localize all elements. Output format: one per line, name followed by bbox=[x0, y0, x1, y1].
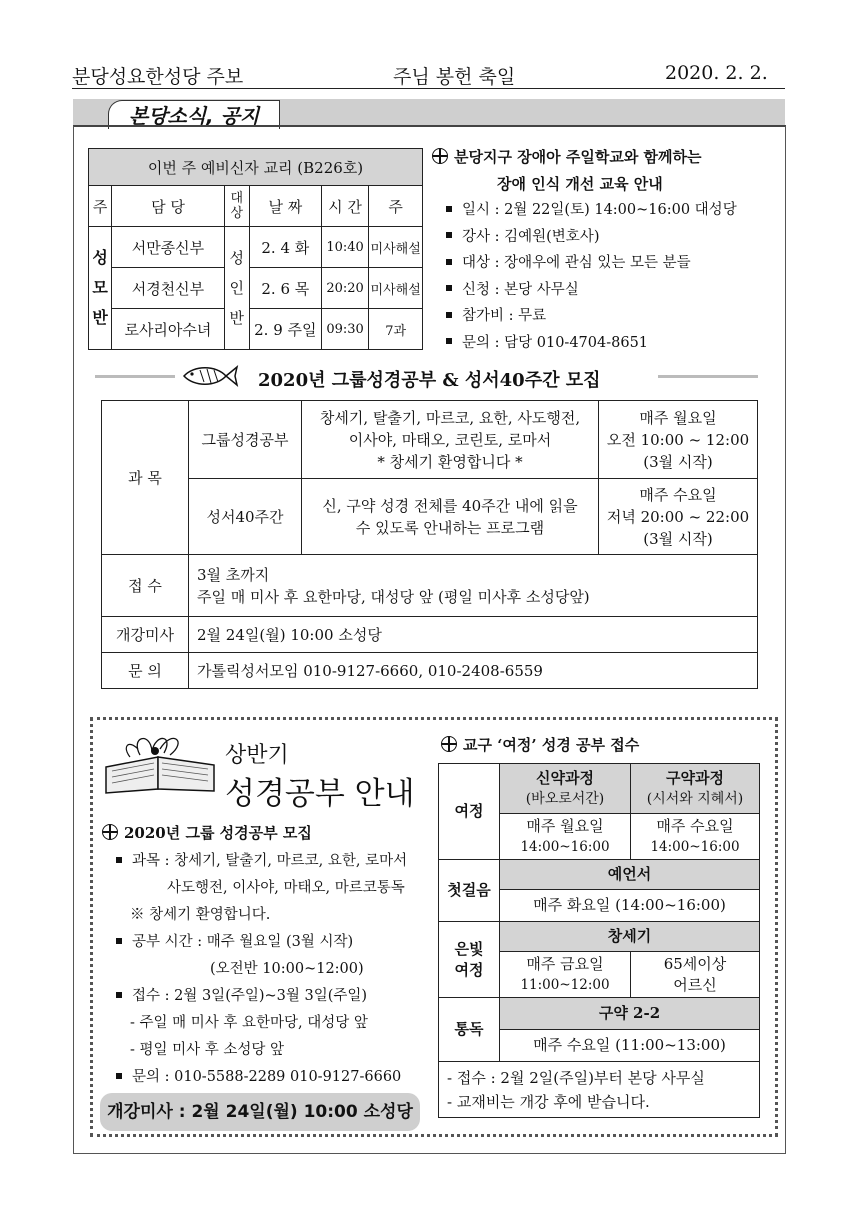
list-item: 강사 : 김예원(변호사) bbox=[446, 224, 737, 251]
first-step-time: 매주 화요일 (14:00~16:00) bbox=[500, 890, 760, 922]
bulletin-name: 분당성요한성당 주보 bbox=[72, 66, 244, 88]
time-2: 20:20 bbox=[321, 268, 369, 309]
course-desc-2: 신, 구약 성경 전체를 40주간 내에 읽을 수 있도록 안내하는 프로그램 bbox=[302, 479, 599, 555]
schedule-title: 이번 주 예비신자 교리 (B226호) bbox=[89, 149, 423, 186]
bible-study-heading: 2020년 그룹성경공부 & 성서40주간 모집 bbox=[258, 370, 601, 391]
square-bullet-icon bbox=[446, 259, 452, 265]
col-week: 주 bbox=[89, 186, 112, 227]
ot-course: 구약과정 (시서와 지혜서) bbox=[631, 764, 760, 814]
header-rule bbox=[72, 88, 785, 89]
course-time-1: 매주 월요일 오전 10:00 ~ 12:00 (3월 시작) bbox=[599, 401, 758, 479]
disability-notice-title-1: 분당지구 장애아 주일학교와 함께하는 bbox=[432, 146, 702, 167]
open-bible-icon bbox=[100, 727, 220, 795]
diocese-notes: - 접수 : 2월 2일(주일)부터 본당 사무실 - 교재비는 개강 후에 받습니다. bbox=[439, 1062, 760, 1118]
disability-notice-title-2: 장애 인식 개선 교육 안내 bbox=[497, 175, 663, 193]
group-study-details bbox=[116, 848, 407, 1091]
square-bullet-icon bbox=[446, 206, 452, 212]
first-half-subtitle: 상반기 bbox=[225, 743, 289, 768]
square-bullet-icon bbox=[446, 285, 452, 291]
lead-1: 서만종신부 bbox=[112, 227, 224, 268]
col-lead: 담 당 bbox=[112, 186, 224, 227]
nt-course: 신약과정 (바오로서간) bbox=[500, 764, 631, 814]
square-bullet-icon bbox=[446, 312, 452, 318]
list-item: 접수 : 2월 3일(주일)~3월 3일(주일) bbox=[116, 983, 407, 1010]
cross-circle-icon bbox=[102, 824, 118, 840]
target-label: 성인반 bbox=[224, 227, 249, 350]
lead-3: 로사리아수녀 bbox=[112, 309, 224, 350]
inquiry-label: 문 의 bbox=[102, 653, 189, 689]
lead-2: 서경천신부 bbox=[112, 268, 224, 309]
list-item: - 평일 미사 후 소성당 앞 bbox=[130, 1042, 285, 1058]
square-bullet-icon bbox=[446, 232, 452, 238]
list-item: 문의 : 010-5588-2289 010-9127-6660 bbox=[116, 1064, 407, 1091]
bulletin-date: 2020. 2. 2. bbox=[665, 62, 768, 84]
yeojeong-label: 여정 bbox=[439, 764, 500, 860]
heading-rule-right bbox=[658, 375, 758, 378]
list-item: 사도행전, 이사야, 마태오, 마르코통독 bbox=[167, 880, 405, 896]
first-step-book: 예언서 bbox=[500, 860, 760, 890]
date-3: 2. 9 주일 bbox=[249, 309, 321, 350]
opening-mass-label: 개강미사 bbox=[102, 617, 189, 653]
tongdok-label: 통독 bbox=[439, 998, 500, 1062]
bible-study-table bbox=[101, 400, 758, 689]
date-2: 2. 6 목 bbox=[249, 268, 321, 309]
tongdok-book: 구약 2-2 bbox=[500, 998, 760, 1030]
square-bullet-icon bbox=[446, 338, 452, 344]
catechumen-schedule-table bbox=[88, 148, 423, 350]
feast-name: 주님 봉헌 축일 bbox=[393, 66, 516, 88]
topic-3: 7과 bbox=[369, 309, 423, 350]
subject-label: 과 목 bbox=[102, 401, 189, 555]
first-half-title: 성경공부 안내 bbox=[225, 776, 415, 812]
col-date: 날 짜 bbox=[249, 186, 321, 227]
group-study-heading: 2020년 그룹 성경공부 모집 bbox=[102, 822, 312, 843]
course-name-2: 성서40주간 bbox=[189, 479, 302, 555]
square-bullet-icon bbox=[116, 1073, 122, 1079]
cross-circle-icon bbox=[432, 148, 448, 164]
opening-mass-value: 2월 24일(월) 10:00 소성당 bbox=[189, 617, 758, 653]
nt-schedule: 매주 월요일 14:00~16:00 bbox=[500, 814, 631, 860]
cross-circle-icon bbox=[441, 736, 457, 752]
group-label: 성모반 bbox=[89, 227, 112, 350]
list-item: ※ 창세기 환영합니다. bbox=[130, 907, 271, 923]
list-item: (오전반 10:00~12:00) bbox=[210, 961, 364, 977]
silver-schedule: 매주 금요일 11:00~12:00 bbox=[500, 952, 631, 998]
silver-target: 65세이상 어르신 bbox=[631, 952, 760, 998]
col-topic: 주 bbox=[369, 186, 423, 227]
list-item: 일시 : 2월 22일(토) 14:00~16:00 대성당 bbox=[446, 197, 737, 224]
list-item: 신청 : 본당 사무실 bbox=[446, 277, 737, 304]
list-item: 공부 시간 : 매주 월요일 (3월 시작) bbox=[116, 929, 407, 956]
silver-book: 창세기 bbox=[500, 922, 760, 952]
col-target: 대상 bbox=[224, 186, 249, 227]
date-1: 2. 4 화 bbox=[249, 227, 321, 268]
course-desc-1: 창세기, 탈출기, 마르코, 요한, 사도행전, 이사야, 마태오, 코린토, 로마서 * 창세기 환영합니다 * bbox=[302, 401, 599, 479]
reception-label: 접 수 bbox=[102, 555, 189, 617]
course-name-1: 그룹성경공부 bbox=[189, 401, 302, 479]
topic-1: 미사해설 bbox=[369, 227, 423, 268]
tongdok-time: 매주 수요일 (11:00~13:00) bbox=[500, 1030, 760, 1062]
list-item: 대상 : 장애우에 관심 있는 모든 분들 bbox=[446, 250, 737, 277]
list-item: 문의 : 담당 010-4704-8651 bbox=[446, 330, 737, 357]
heading-rule-left bbox=[95, 375, 175, 378]
silver-label: 은빛 여정 bbox=[439, 922, 500, 998]
section-title: 본당소식, 공지 bbox=[108, 100, 280, 129]
square-bullet-icon bbox=[116, 992, 122, 998]
reception-value: 3월 초까지 주일 매 미사 후 요한마당, 대성당 앞 (평일 미사후 소성당앞) bbox=[189, 555, 758, 617]
list-item: 참가비 : 무료 bbox=[446, 303, 737, 330]
opening-mass-pill: 개강미사 : 2월 24일(월) 10:00 소성당 bbox=[100, 1093, 420, 1131]
fish-icon bbox=[180, 363, 240, 389]
square-bullet-icon bbox=[116, 857, 122, 863]
diocese-study-heading: 교구 ‘여정’ 성경 공부 접수 bbox=[441, 734, 639, 755]
time-3: 09:30 bbox=[321, 309, 369, 350]
diocese-study-table bbox=[438, 763, 760, 1118]
time-1: 10:40 bbox=[321, 227, 369, 268]
ot-schedule: 매주 수요일 14:00~16:00 bbox=[631, 814, 760, 860]
square-bullet-icon bbox=[116, 938, 122, 944]
first-step-label: 첫걸음 bbox=[439, 860, 500, 922]
topic-2: 미사해설 bbox=[369, 268, 423, 309]
disability-notice-list bbox=[446, 197, 737, 356]
inquiry-value: 가톨릭성서모임 010-9127-6660, 010-2408-6559 bbox=[189, 653, 758, 689]
list-item: - 주일 매 미사 후 요한마당, 대성당 앞 bbox=[130, 1015, 368, 1031]
course-time-2: 매주 수요일 저녁 20:00 ~ 22:00 (3월 시작) bbox=[599, 479, 758, 555]
col-time: 시 간 bbox=[321, 186, 369, 227]
list-item: 과목 : 창세기, 탈출기, 마르코, 요한, 로마서 bbox=[116, 848, 407, 875]
